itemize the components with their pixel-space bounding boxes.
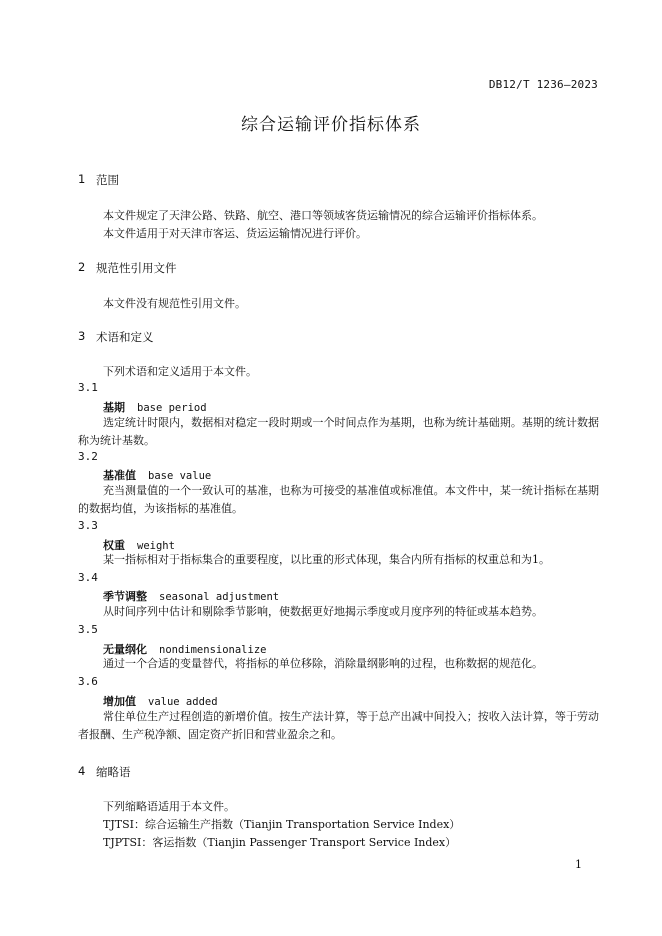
term-number: 3.4	[78, 571, 98, 584]
abbreviation-item: TJPTSI：客运指数（Tianjin Passenger Transport Service Index）	[103, 836, 457, 849]
term-definition: 选定统计时限内，数据相对稳定一段时期或一个时间点作为基期，也称为统计基础期。基期的统计数据称为统计基数。	[78, 416, 599, 447]
term-definition: 从时间序列中估计和剔除季节影响，使数据更好地揭示季度或月度序列的特征或基本趋势。	[103, 605, 543, 618]
page-number: 1	[575, 858, 582, 871]
term-chinese: 季节调整	[103, 590, 147, 603]
term-definition: 充当测量值的一个一致认可的基准，也称为可接受的基准值或标准值。本文件中，某一统计指标在基期的数据均值，为该指标的基准值。	[78, 484, 599, 515]
term-chinese: 无量纲化	[103, 643, 147, 656]
section-1-paragraph-1: 本文件规定了天津公路、铁路、航空、港口等领域客货运输情况的综合运输评价指标体系。	[103, 209, 543, 222]
section-3-number: 3	[78, 329, 86, 343]
document-code: DB12/T 1236—2023	[488, 78, 598, 91]
section-1-number: 1	[78, 172, 86, 186]
section-2-title: 规范性引用文件	[96, 261, 177, 275]
term-number: 3.5	[78, 623, 98, 636]
section-2-paragraph-1: 本文件没有规范性引用文件。	[103, 297, 246, 310]
term-english: seasonal adjustment	[159, 591, 280, 603]
section-2-number: 2	[78, 260, 86, 274]
term-chinese: 权重	[103, 539, 125, 552]
term-heading	[103, 588, 279, 604]
term-chinese: 基期	[103, 401, 125, 414]
term-definition: 通过一个合适的变量替代，将指标的单位移除，消除量纲影响的过程，也称数据的规范化。	[103, 657, 543, 670]
term-english: base period	[137, 402, 207, 414]
section-4-number: 4	[78, 764, 86, 778]
term-heading	[103, 467, 211, 483]
section-4-intro: 下列缩略语适用于本文件。	[103, 800, 235, 813]
term-number: 3.1	[78, 381, 98, 394]
term-heading	[103, 693, 218, 709]
term-english: base value	[148, 470, 212, 482]
term-english: nondimensionalize	[159, 644, 267, 656]
term-number: 3.6	[78, 675, 98, 688]
term-number: 3.2	[78, 450, 98, 463]
section-1-title: 范围	[96, 173, 119, 187]
section-4-title: 缩略语	[96, 765, 131, 779]
term-number: 3.3	[78, 519, 98, 532]
term-chinese: 基准值	[103, 469, 136, 482]
section-3-title: 术语和定义	[96, 330, 154, 344]
term-heading	[103, 399, 207, 415]
term-definition: 常住单位生产过程创造的新增价值。按生产法计算，等于总产出减中间投入；按收入法计算，等于劳动者报酬、生产税净额、固定资产折旧和营业盈余之和。	[78, 710, 599, 741]
term-definition: 某一指标相对于指标集合的重要程度，以比重的形式体现，集合内所有指标的权重总和为1。	[103, 553, 550, 566]
section-1-paragraph-2: 本文件适用于对天津市客运、货运运输情况进行评价。	[103, 227, 367, 240]
document-title: 综合运输评价指标体系	[241, 115, 421, 135]
section-3-intro: 下列术语和定义适用于本文件。	[103, 365, 257, 378]
term-chinese: 增加值	[103, 695, 136, 708]
term-english: value added	[148, 696, 218, 708]
abbreviation-item: TJTSI：综合运输生产指数（Tianjin Transportation Service Index）	[103, 818, 461, 831]
term-english: weight	[137, 540, 175, 552]
